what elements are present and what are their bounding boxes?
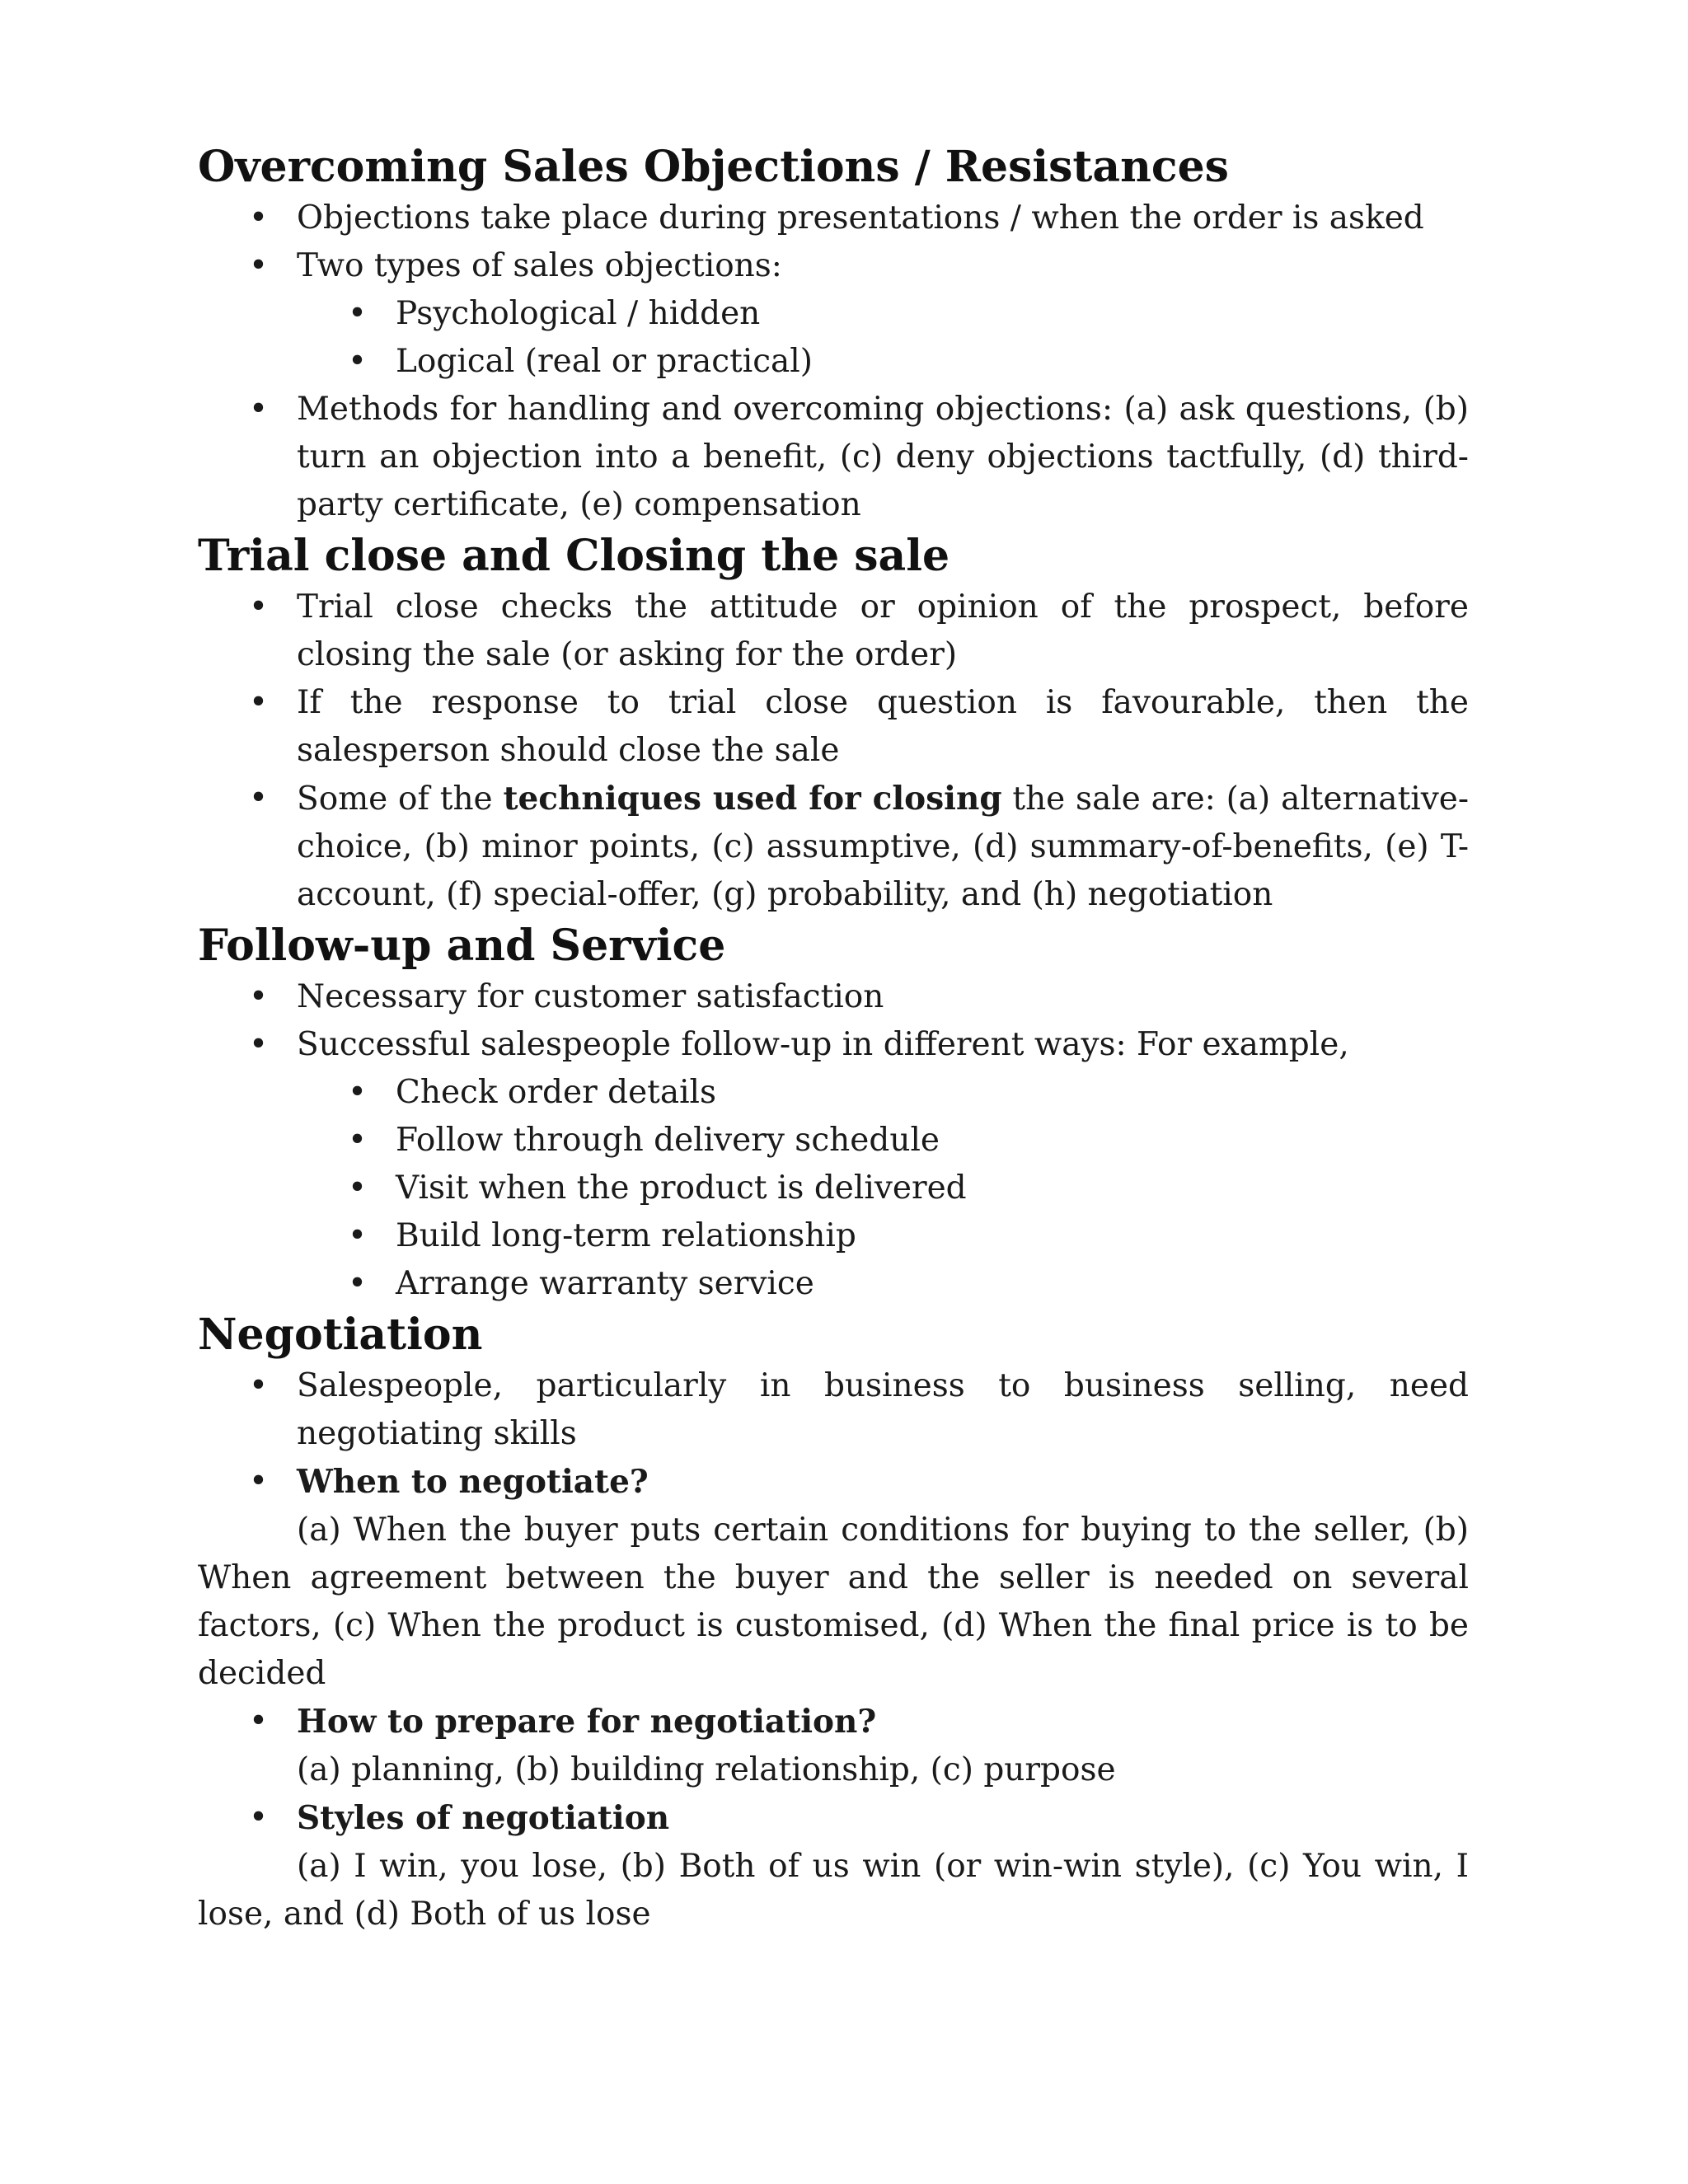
sub-list-item: • Logical (real or practical) — [198, 338, 1469, 386]
question-heading: How to prepare for negotiation? — [297, 1703, 877, 1741]
question-heading: When to negotiate? — [297, 1463, 649, 1501]
section-title-followup: Follow-up and Service — [198, 921, 726, 971]
sub-list-item: • Psychological / hidden — [198, 290, 1469, 338]
sub-list-item: • Arrange warranty service — [198, 1260, 1469, 1308]
list-item: • Two types of sales objections: — [198, 242, 1469, 290]
list-item: • Necessary for customer satisfaction — [198, 973, 1469, 1021]
list-item: • Trial close checks the attitude or opinion of the prospect, before closing the sale (or asking for the order) — [198, 583, 1469, 679]
answer-paragraph: (a) planning, (b) building relationship, (c) purpose — [297, 1751, 1116, 1788]
list-item — [198, 1794, 1469, 1843]
list-item: • Successful salespeople follow-up in different ways: For example, — [198, 1021, 1469, 1069]
section-title-objections: Overcoming Sales Objections / Resistances — [198, 142, 1229, 192]
list-item — [198, 775, 1469, 919]
document-page — [198, 140, 1469, 1938]
bold-text: techniques used for closing — [503, 780, 1002, 818]
list-item — [198, 1458, 1469, 1507]
list-item — [198, 1698, 1469, 1746]
text-run: Some of the — [297, 780, 504, 818]
section-title-closing: Trial close and Closing the sale — [198, 531, 950, 581]
question-heading: Styles of negotiation — [297, 1799, 670, 1837]
list-item: • Salespeople, particularly in business to business selling, need negotiating skills — [198, 1362, 1469, 1458]
answer-paragraph: (a) When the buyer puts certain conditions for buying to the seller, (b) When agreement between the buyer and the seller is needed on several factors, (c) When the product is customised, (d) When the final price is to be decided — [198, 1511, 1469, 1692]
sub-list-item: • Visit when the product is delivered — [198, 1165, 1469, 1212]
sub-list-item: • Check order details — [198, 1069, 1469, 1117]
sub-list-item: • Build long-term relationship — [198, 1212, 1469, 1260]
sub-list-item: • Follow through delivery schedule — [198, 1117, 1469, 1165]
section-title-negotiation: Negotiation — [198, 1310, 483, 1360]
list-item: • If the response to trial close question is favourable, then the salesperson should close the sale — [198, 679, 1469, 775]
answer-paragraph: (a) I win, you lose, (b) Both of us win (or win-win style), (c) You win, I lose, and (d) Both of us lose — [198, 1848, 1469, 1933]
list-item: • Objections take place during presentations / when the order is asked — [198, 194, 1469, 242]
text-run: the sale are: (a) alternative-choice, (b) minor points, (c) assumptive, (d) summary-of-benefits, (e) T-account, (f) special-offer, (g) probability, and (h) negotiation — [297, 780, 1469, 913]
list-item: • Methods for handling and overcoming objections: (a) ask questions, (b) turn an objection into a benefit, (c) deny objections tactfully, (d) third-party certificate, (e) compensation — [198, 386, 1469, 529]
